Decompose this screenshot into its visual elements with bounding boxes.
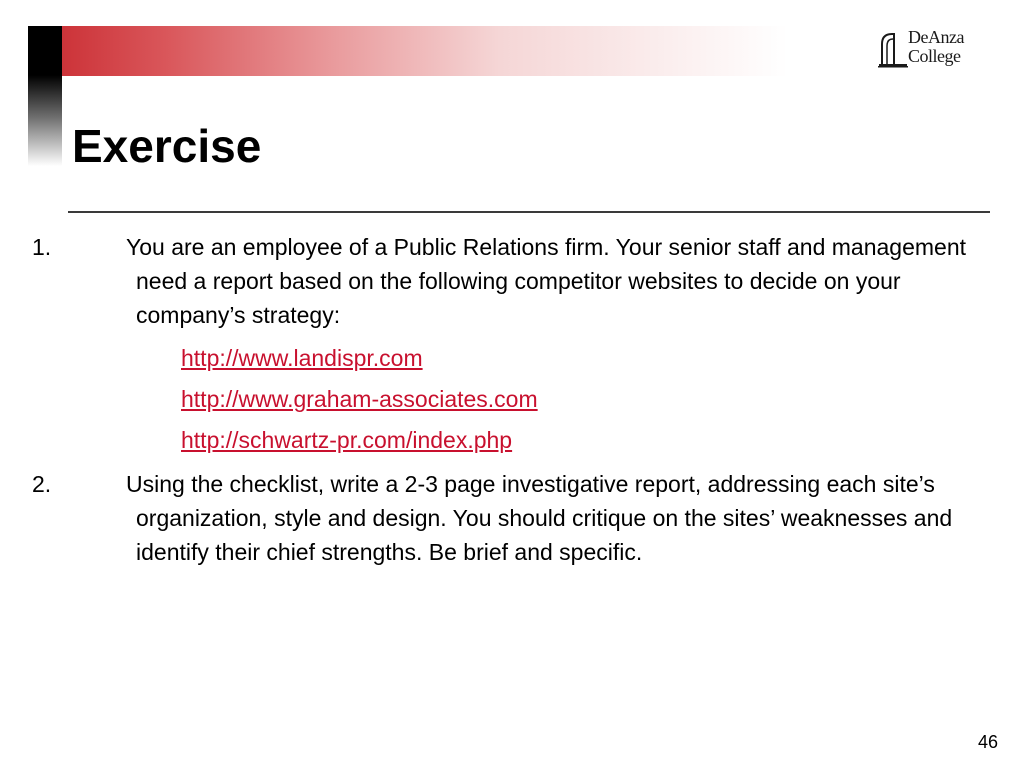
exercise-item-1: 1. You are an employee of a Public Relations firm. Your senior staff and management need a report based on the following competitor websites to decide on your company’s strategy:	[32, 234, 967, 328]
item-text: Using the checklist, write a 2-3 page investigative report, addressing each site’s organization, style and design. You should critique on the sites’ weaknesses and identify their chief strengths. Be brief and specific.	[126, 471, 953, 565]
link-item	[181, 420, 984, 461]
competitor-link-schwartz[interactable]: http://schwartz-pr.com/index.php	[181, 427, 513, 453]
exercise-item-2: 2. Using the checklist, write a 2-3 page investigative report, addressing each site’s organization, style and design. You should critique on the sites’ weaknesses and identify their chief strengths. Be brief and specific.	[32, 471, 953, 565]
page-number: 46	[977, 732, 998, 752]
logo-wordmark	[908, 28, 964, 66]
competitor-link-landispr[interactable]: http://www.landispr.com	[181, 345, 423, 371]
building-icon	[878, 30, 908, 68]
logo-line-1: DeAnza	[908, 27, 964, 47]
header-gradient-band	[28, 26, 788, 76]
slide-title: Exercise	[72, 120, 262, 172]
title-divider	[68, 211, 990, 213]
left-accent-bar	[28, 26, 62, 166]
link-item	[181, 338, 984, 379]
item-text: You are an employee of a Public Relations firm. Your senior staff and management need a report based on the following competitor websites to decide on your company’s strategy:	[126, 234, 967, 328]
link-item	[181, 379, 984, 420]
college-logo	[878, 28, 988, 72]
slide-body	[32, 230, 984, 573]
competitor-link-list	[84, 338, 984, 461]
competitor-link-graham[interactable]: http://www.graham-associates.com	[181, 386, 538, 412]
logo-line-2: College	[908, 46, 961, 66]
